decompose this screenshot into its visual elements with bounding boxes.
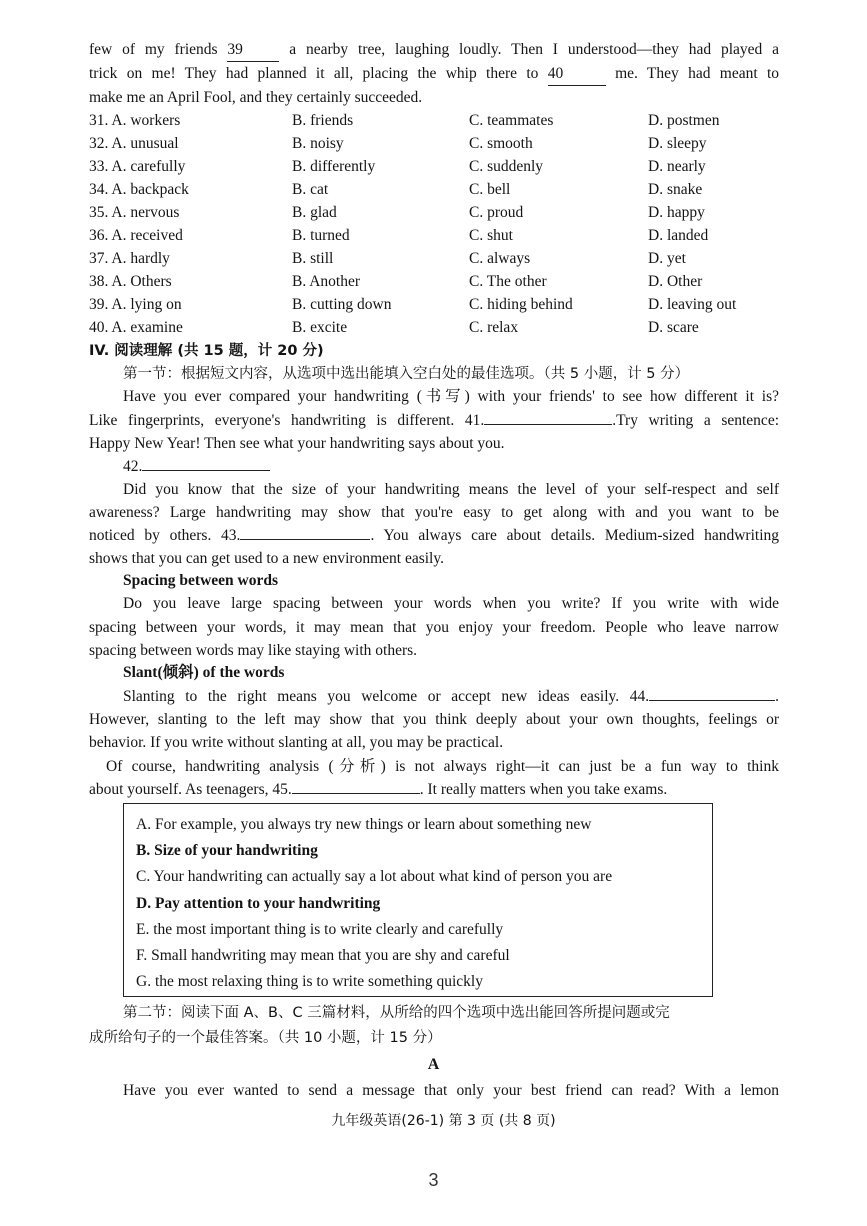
option-b: B. Another	[292, 273, 361, 290]
option-row	[89, 248, 789, 270]
subheading-slant: Slant(倾斜) of the words	[123, 664, 285, 681]
answer-blank-45	[292, 793, 420, 794]
passage-text: a nearby tree, laughing loudly. Then I understood—they had played a	[289, 41, 780, 58]
option-a: 36. A. received	[89, 227, 183, 244]
option-row	[89, 179, 789, 201]
option-b: B. turned	[292, 227, 350, 244]
passage-para-1-line-2	[89, 410, 779, 432]
option-a: 38. A. Others	[89, 273, 172, 290]
option-row	[89, 225, 789, 247]
option-d: D. Other	[648, 273, 703, 290]
option-a: 35. A. nervous	[89, 204, 180, 221]
option-b: B. cutting down	[292, 296, 392, 313]
passage-para-3: Do you leave large spacing between your words when you write? If you write with wide	[123, 595, 779, 612]
passage-para-4	[123, 686, 779, 708]
option-b: B. glad	[292, 204, 337, 221]
option-d: D. leaving out	[648, 296, 737, 313]
subheading-spacing: Spacing between words	[123, 572, 279, 589]
option-a: 40. A. examine	[89, 319, 183, 336]
option-row	[89, 110, 789, 132]
option-row	[89, 133, 789, 155]
option-c: C. suddenly	[469, 158, 544, 175]
answer-blank-44	[649, 700, 775, 701]
option-d: D. nearly	[648, 158, 706, 175]
passage-para-1-line-3: Happy New Year! Then see what your handwriting says about you.	[89, 435, 505, 452]
option-b: B. still	[292, 250, 334, 267]
option-b: B. friends	[292, 112, 354, 129]
question-number: 42.	[123, 458, 143, 475]
passage-para-4-line-3: behavior. If you write without slanting at all, you may be practical.	[89, 734, 504, 751]
passage-text: .Try writing a sentence:	[612, 412, 780, 429]
part2-instructions: 第二节：阅读下面 A、B、C 三篇材料，从所给的四个选项中选出能回答所提问题或完	[123, 1005, 670, 1021]
option-c: C. teammates	[469, 112, 554, 129]
option-a: 39. A. lying on	[89, 296, 182, 313]
option-d: D. snake	[648, 181, 703, 198]
part2-instructions-line-2: 成所给句子的一个最佳答案。（共 10 小题，计 15 分）	[89, 1030, 442, 1046]
passage-text: about yourself. As teenagers, 45.	[89, 781, 292, 798]
box-option-b: B. Size of your handwriting	[136, 842, 318, 859]
passage-para-1: Have you ever compared your handwriting (书写) with your friends' to see how different it is?	[123, 388, 779, 405]
option-row	[89, 317, 789, 339]
option-row	[89, 202, 789, 224]
blank-39: 39	[227, 39, 279, 62]
option-c: C. shut	[469, 227, 513, 244]
box-option-c: C. Your handwriting can actually say a lot about what kind of person you are	[136, 868, 613, 885]
passage-text: . It really matters when you take exams.	[419, 781, 668, 798]
answer-blank-41	[484, 424, 612, 425]
passage-a-title: A	[427, 1056, 440, 1073]
passage-para-2-line-4: shows that you can get used to a new environment easily.	[89, 550, 444, 567]
option-row	[89, 271, 789, 293]
box-option-e: E. the most important thing is to write clearly and carefully	[136, 921, 504, 938]
box-option-g: G. the most relaxing thing is to write something quickly	[136, 973, 483, 990]
passage-text: me. They had meant to	[615, 65, 780, 82]
option-d: D. postmen	[648, 112, 720, 129]
option-row	[89, 156, 789, 178]
option-c: C. smooth	[469, 135, 533, 152]
passage-para-5: Of course, handwriting analysis (分析) is not always right—it can just be a fun way to think	[106, 758, 779, 775]
option-c: C. The other	[469, 273, 547, 290]
option-a: 31. A. workers	[89, 112, 181, 129]
part1-instructions: 第一节：根据短文内容，从选项中选出能填入空白处的最佳选项。（共 5 小题，计 5 分）	[123, 366, 690, 382]
passage-text: trick on me! They had planned it all, placing the whip there to	[89, 65, 539, 82]
passage-line-1	[89, 39, 779, 62]
box-option-d: D. Pay attention to your handwriting	[136, 895, 381, 912]
answer-blank-42	[142, 470, 270, 471]
box-option-a: A. For example, you always try new things or learn about something new	[136, 816, 592, 833]
option-b: B. cat	[292, 181, 329, 198]
passage-text: noticed by others. 43.	[89, 527, 241, 544]
option-d: D. happy	[648, 204, 705, 221]
option-c: C. always	[469, 250, 531, 267]
option-d: D. yet	[648, 250, 686, 267]
page-number: 3	[428, 1170, 439, 1190]
option-c: C. bell	[469, 181, 511, 198]
passage-a-line-1: Have you ever wanted to send a message that only your best friend can read? With a lemon	[123, 1082, 779, 1099]
passage-para-2-line-2: awareness? Large handwriting may show that you're easy to get along with and you want to be	[89, 504, 779, 521]
passage-text: . You always care about details. Medium-sized handwriting	[370, 527, 779, 544]
passage-para-2-line-3	[89, 525, 779, 547]
passage-text: .	[775, 688, 779, 705]
passage-text: few of my friends	[89, 41, 218, 58]
option-a: 37. A. hardly	[89, 250, 170, 267]
passage-para-4-line-2: However, slanting to the left may show that you think deeply about your own thoughts, feelings or	[89, 711, 779, 728]
options-box	[123, 803, 713, 997]
passage-para-3-line-3: spacing between words may like staying with others.	[89, 642, 418, 659]
option-a: 32. A. unusual	[89, 135, 179, 152]
box-option-f: F. Small handwriting may mean that you are shy and careful	[136, 947, 510, 964]
section-heading: IV. 阅读理解 (共 15 题，计 20 分)	[89, 343, 324, 359]
option-c: C. proud	[469, 204, 524, 221]
option-a: 34. A. backpack	[89, 181, 189, 198]
passage-text: Slanting to the right means you welcome or accept new ideas easily. 44.	[123, 688, 650, 705]
option-b: B. differently	[292, 158, 376, 175]
option-d: D. sleepy	[648, 135, 707, 152]
answer-blank-43	[240, 539, 370, 540]
option-c: C. hiding behind	[469, 296, 573, 313]
option-b: B. noisy	[292, 135, 344, 152]
passage-text: Like fingerprints, everyone's handwriting is different. 41.	[89, 412, 485, 429]
page-footer: 九年级英语(26-1) 第 3 页 (共 8 页)	[331, 1113, 556, 1129]
passage-para-2: Did you know that the size of your handwriting means the level of your self-respect and self	[123, 481, 779, 498]
question-42	[123, 456, 813, 478]
option-d: D. scare	[648, 319, 699, 336]
passage-para-3-line-2: spacing between your words, it may mean that you enjoy your freedom. People who leave narrow	[89, 619, 779, 636]
passage-line-2	[89, 63, 779, 86]
passage-line-3: make me an April Fool, and they certainly succeeded.	[89, 89, 423, 106]
blank-40: 40	[548, 63, 606, 86]
option-b: B. excite	[292, 319, 348, 336]
option-c: C. relax	[469, 319, 519, 336]
option-row	[89, 294, 789, 316]
option-d: D. landed	[648, 227, 709, 244]
option-a: 33. A. carefully	[89, 158, 186, 175]
passage-para-5-line-2	[89, 779, 779, 801]
